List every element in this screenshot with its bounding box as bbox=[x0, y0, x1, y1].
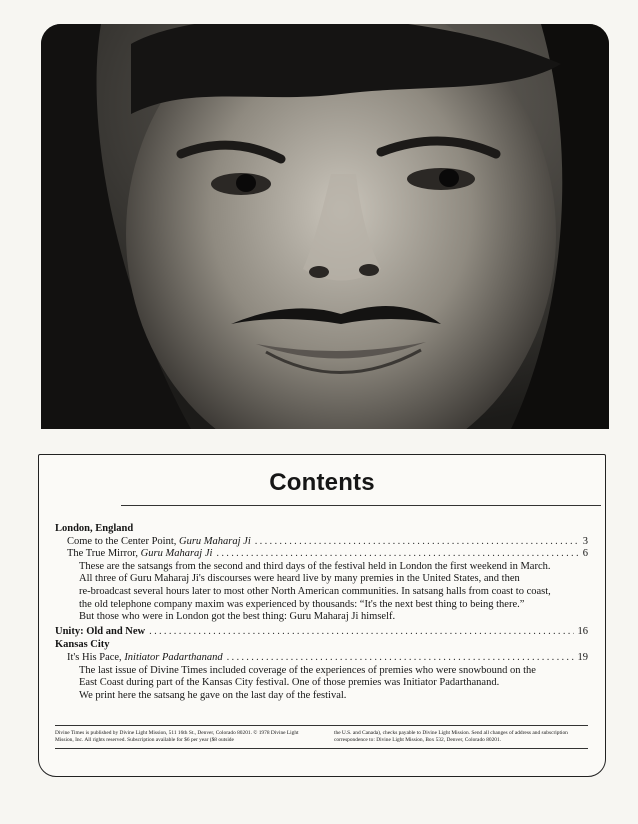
section-heading: Unity: Old and New bbox=[55, 625, 146, 637]
entry-title: It's His Pace, Initiator Padarthanand bbox=[67, 651, 223, 663]
page-number: 19 bbox=[577, 651, 588, 663]
description-line: The last issue of Divine Times included coverage of the experiences of premies who were snowbound on the bbox=[79, 664, 536, 676]
portrait-photo bbox=[41, 24, 609, 429]
toc-entry[interactable] bbox=[55, 548, 588, 561]
description-line: East Coast during part of the Kansas City festival. One of those premies was Initiator Padarthanand. bbox=[79, 677, 500, 689]
table-of-contents bbox=[55, 522, 588, 702]
leader-dots bbox=[227, 652, 574, 665]
contents-title: Contents bbox=[269, 469, 375, 496]
page-number: 16 bbox=[577, 625, 588, 637]
page-number: 3 bbox=[582, 535, 588, 547]
section-description bbox=[55, 561, 588, 624]
toc-entry[interactable] bbox=[55, 536, 588, 549]
leader-dots bbox=[255, 536, 579, 549]
footer-rule bbox=[55, 725, 588, 726]
description-line: re-broadcast several hours later to most other North American communities. In satsang halls from coast to coast, bbox=[79, 585, 551, 597]
section-heading: London, England bbox=[55, 523, 134, 534]
footer-left-text: Divine Times is published by Divine Light Mission, 511 16th St., Denver, Colorado 80201. © 1978 Divine Light Mission, Inc. All rights reserved. Subscription available for $6 per year ($8 outside bbox=[55, 730, 299, 743]
entry-title: Come to the Center Point, Guru Maharaj Ji bbox=[67, 535, 251, 547]
toc-entry[interactable] bbox=[55, 625, 588, 639]
toc-entry[interactable] bbox=[55, 652, 588, 665]
leader-dots bbox=[149, 626, 573, 639]
portrait-illustration bbox=[41, 24, 609, 429]
description-line: the old telephone company maxim was experienced by thousands: “It's the next best thing to being there.” bbox=[79, 598, 525, 610]
description-line: But those who were in London got the best thing: Guru Maharaj Ji himself. bbox=[79, 611, 396, 623]
section-heading: Kansas City bbox=[55, 639, 110, 651]
footer-rule-bottom bbox=[55, 748, 588, 749]
footer-right-text: the U.S. and Canada), checks payable to Divine Light Mission. Send all changes of address and subscription correspondence to: Divine Light Mission, Box 532, Denver, Colorado 80201. bbox=[334, 730, 568, 743]
description-line: We print here the satsang he gave on the last day of the festival. bbox=[79, 689, 347, 701]
description-line: All three of Guru Maharaj Ji's discourses were heard live by many premies in the United States, and then bbox=[79, 573, 520, 585]
section-description bbox=[55, 665, 588, 703]
title-rule bbox=[121, 505, 601, 506]
description-line: These are the satsangs from the second and third days of the festival held in London the first weekend in March. bbox=[79, 560, 551, 572]
contents-box bbox=[38, 454, 606, 777]
publication-footer bbox=[55, 730, 595, 744]
leader-dots bbox=[216, 548, 578, 561]
entry-title: The True Mirror, Guru Maharaj Ji bbox=[67, 548, 213, 560]
page-number: 6 bbox=[582, 548, 588, 560]
